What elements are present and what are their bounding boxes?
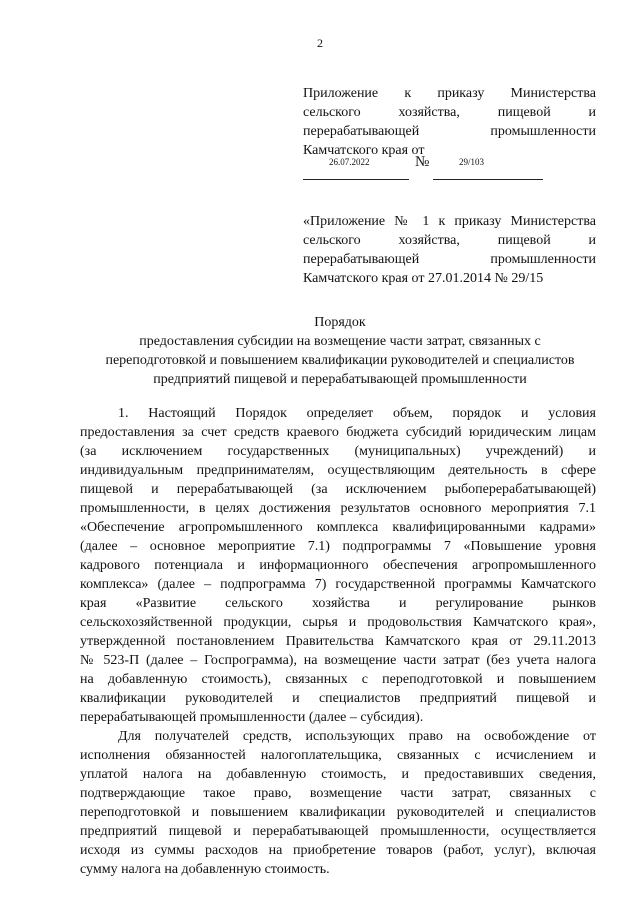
- order-date: 26.07.2022: [329, 157, 370, 167]
- paragraph-2: [80, 727, 596, 879]
- body-line: исходя из суммы расходов на приобретение товаров (работ, услуг), включая: [80, 843, 596, 858]
- title-line: предприятий пищевой и перерабатывающей промышленности: [153, 372, 527, 387]
- body-line: переподготовкой и повышением квалификации руководителей и специалистов: [80, 805, 596, 820]
- appendix-line: Камчатского края от: [303, 143, 425, 158]
- appendix-original-block: [303, 212, 596, 288]
- order-date-number: [303, 156, 543, 180]
- appendix-order-block: [303, 84, 596, 160]
- body-line: квалификации руководителей и специалистов предприятий пищевой и: [80, 691, 596, 706]
- body-line: 1. Настоящий Порядок определяет объем, порядок и условия: [118, 406, 596, 421]
- body-line: исполнения обязанностей налогоплательщика, связанных с исчислением и: [80, 748, 596, 763]
- body-line: сельскохозяйственной продукции, сырья и продовольствия Камчатского края»,: [80, 615, 596, 630]
- body-line: подтверждающие такое право, возмещение части затрат, связанных с: [80, 786, 596, 801]
- document-title: [80, 313, 600, 389]
- body-line: пищевой и перерабатывающей (за исключением рыбоперерабатывающей): [80, 482, 596, 497]
- document-body: [80, 404, 596, 879]
- appendix-line: «Приложение № 1 к приказу Министерства: [303, 214, 596, 229]
- body-line: кадрового потенциала и информационного обеспечения агропромышленного: [80, 558, 596, 573]
- body-line: утвержденной постановлением Правительства Камчатского края от 29.11.2013: [80, 634, 596, 649]
- body-line: сумму налога на добавленную стоимость.: [80, 862, 330, 877]
- body-line: перерабатывающей промышленности (далее – субсидия).: [80, 710, 424, 725]
- date-underline: [303, 179, 409, 180]
- body-line: предоставления за счет средств краевого бюджета субсидий юридическим лицам: [80, 425, 596, 440]
- title-line: переподготовкой и повышением квалификации руководителей и специалистов: [105, 353, 575, 368]
- number-sign: №: [415, 154, 430, 170]
- body-line: предприятий пищевой и перерабатывающей промышленности, осуществляется: [80, 824, 596, 839]
- body-line: края «Развитие сельского хозяйства и регулирование рынков: [80, 596, 596, 611]
- body-line: (далее – основное мероприятие 7.1) подпрограммы 7 «Повышение уровня: [80, 539, 596, 554]
- body-line: (за исключением государственных (муниципальных) учреждений) и: [80, 444, 596, 459]
- body-line: индивидуальным предпринимателям, осуществляющим деятельность в сфере: [80, 463, 596, 478]
- appendix-line: Приложение к приказу Министерства: [303, 86, 596, 101]
- appendix-line: перерабатывающей промышленности: [303, 252, 596, 267]
- body-line: «Обеспечение агропромышленного комплекса квалифицированными кадрами»: [80, 520, 596, 535]
- body-line: промышленности, в целях достижения результатов основного мероприятия 7.1: [80, 501, 596, 516]
- appendix-line: сельского хозяйства, пищевой и: [303, 105, 596, 120]
- order-number: 29/103: [459, 157, 485, 167]
- paragraph-1: [80, 404, 596, 727]
- appendix-line: Камчатского края от 27.01.2014 № 29/15: [303, 271, 544, 286]
- number-underline: [433, 179, 543, 180]
- appendix-line: перерабатывающей промышленности: [303, 124, 596, 139]
- title-heading: Порядок: [314, 315, 366, 330]
- title-line: предоставления субсидии на возмещение части затрат, связанных с: [139, 334, 541, 349]
- body-line: уплатой налога на добавленную стоимость, и предоставивших сведения,: [80, 767, 596, 782]
- appendix-line: сельского хозяйства, пищевой и: [303, 233, 596, 248]
- body-line: № 523-П (далее – Госпрограмма), на возмещение части затрат (без учета налога: [80, 653, 596, 668]
- body-line: Для получателей средств, использующих право на освобождение от: [118, 729, 596, 744]
- body-line: комплекса» (далее – подпрограмма 7) государственной программы Камчатского: [80, 577, 596, 592]
- body-line: на добавленную стоимость), связанных с переподготовкой и повышением: [80, 672, 596, 687]
- page-number: 2: [317, 36, 323, 50]
